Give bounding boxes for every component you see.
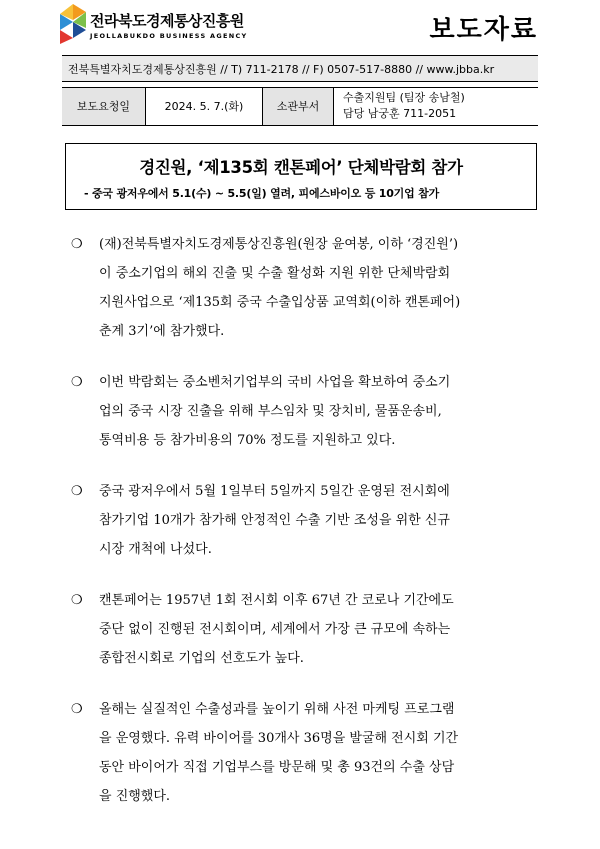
release-info-table — [62, 87, 538, 126]
request-date-value: 2024. 5. 7.(화) — [146, 88, 263, 125]
agency-logo — [60, 4, 270, 48]
paragraph-line: 춘계 3기’에 참가했다. — [99, 324, 225, 339]
paragraph-line: 시장 개척에 나섰다. — [99, 542, 212, 557]
bullet-circle-icon: ❍ — [71, 702, 83, 717]
paragraph-line: 캔톤페어는 1957년 1회 전시회 이후 67년 간 코로나 기간에도 — [99, 593, 454, 608]
agency-name-korean: 전라북도경제통상진흥원 — [90, 12, 244, 30]
bullet-circle-icon: ❍ — [71, 237, 83, 252]
paragraph-line: 올해는 실질적인 수출성과를 높이기 위해 사전 마케팅 프로그램 — [99, 702, 455, 717]
paragraph-line: 이 중소기업의 해외 진출 및 수출 활성화 지원 위한 단체박람회 — [99, 266, 451, 281]
headline-title: 경진원, ‘제135회 캔톤페어’ 단체박람회 참가 — [139, 158, 463, 177]
document-type-title: 보도자료 — [429, 15, 538, 45]
paragraph-line: 참가기업 10개가 참가해 안정적인 수출 기반 조성을 위한 신규 — [99, 513, 450, 528]
department-contact: 담당 남궁훈 711-2051 — [343, 107, 457, 120]
agency-logo-icon — [60, 4, 86, 44]
paragraph-line: 동안 바이어가 직접 기업부스를 방문해 및 총 93건의 수출 상담 — [99, 760, 455, 775]
headline-subtitle: - 중국 광저우에서 5.1(수) ~ 5.5(일) 열려, 피에스바이오 등 10기업 참가 — [84, 187, 440, 200]
paragraph-line: 지원사업으로 ‘제135회 중국 수출입상품 교역회(이하 캔톤페어) — [99, 295, 461, 310]
request-date-label: 보도요청일 — [62, 88, 146, 125]
contact-info-bar: 전북특별자치도경제통상진흥원 // T) 711-2178 // F) 0507-517-8880 // www.jbba.kr — [62, 55, 538, 82]
bullet-circle-icon: ❍ — [71, 484, 83, 499]
department-value — [334, 88, 538, 125]
paragraph-line: 통역비용 등 참가비용의 70% 정도를 지원하고 있다. — [99, 433, 396, 448]
paragraph-line: 중단 없이 진행된 전시회이며, 세계에서 가장 큰 규모에 속하는 — [99, 622, 451, 637]
headline-box — [65, 143, 537, 210]
bullet-circle-icon: ❍ — [71, 375, 83, 390]
agency-name-english: JEOLLABUKDO BUSINESS AGENCY — [90, 32, 248, 40]
paragraph-line: 을 운영했다. 유력 바이어를 30개사 36명을 발굴해 전시회 기간 — [99, 731, 459, 746]
department-label: 소관부서 — [263, 88, 334, 125]
paragraph-line: 중국 광저우에서 5월 1일부터 5일까지 5일간 운영된 전시회에 — [99, 484, 450, 499]
paragraph-line: 이번 박람회는 중소벤처기업부의 국비 사업을 확보하여 중소기 — [99, 375, 451, 390]
paragraph-line: 업의 중국 시장 진출을 위해 부스임차 및 장치비, 물품운송비, — [99, 404, 442, 419]
department-team: 수출지원팀 (팀장 송남철) — [343, 91, 465, 104]
bullet-circle-icon: ❍ — [71, 593, 83, 608]
paragraph-line: 을 진행했다. — [99, 789, 171, 804]
paragraph-line: (재)전북특별자치도경제통상진흥원(원장 윤여봉, 이하 ‘경진원’) — [99, 237, 459, 252]
paragraph-line: 종합전시회로 기업의 선호도가 높다. — [99, 651, 304, 666]
